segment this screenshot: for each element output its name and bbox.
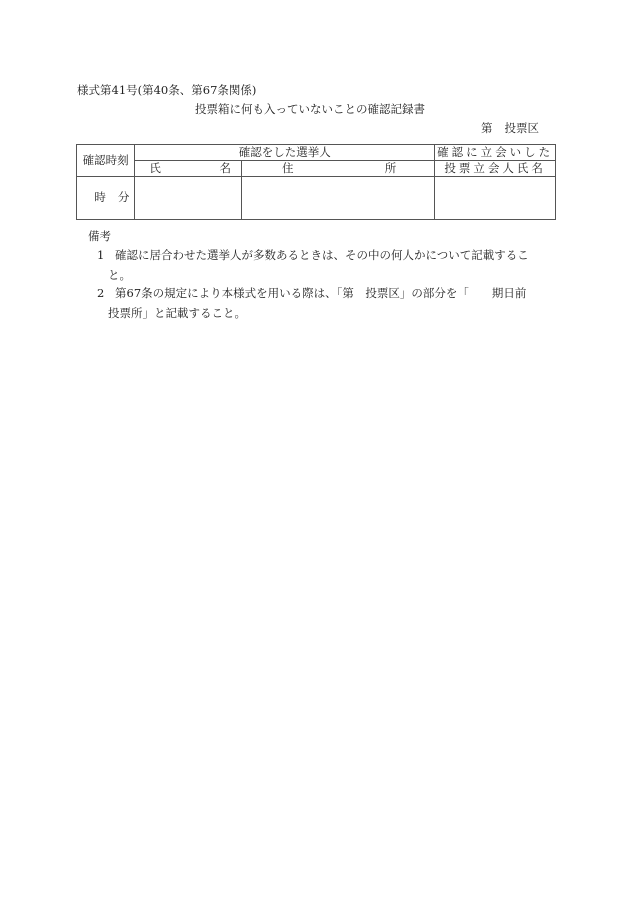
header-confirming-voters: 確認をした選挙人 xyxy=(135,145,435,161)
precinct-prefix: 第 xyxy=(481,121,493,135)
subheader-address: 住 所 xyxy=(242,161,435,177)
document-title: 投票箱に何も入っていないことの確認記録書 xyxy=(195,102,425,116)
header-confirmation-time: 確認時刻 xyxy=(77,145,135,177)
subheader-name: 氏 名 xyxy=(135,161,242,177)
hour-label: 時 xyxy=(94,190,106,205)
remarks-heading: 備考 xyxy=(88,229,111,243)
note-number: 1 xyxy=(97,248,105,262)
voter-name-cell[interactable] xyxy=(135,177,242,220)
form-number: 様式第41号(第40条、第67条関係) xyxy=(77,83,257,97)
header-witness-line1: 確認に立会いした xyxy=(435,145,556,161)
minute-label: 分 xyxy=(117,190,130,205)
note-number: 2 xyxy=(97,286,105,300)
confirmation-record-table xyxy=(76,144,556,220)
table-row xyxy=(77,177,556,220)
note-text: 第67条の規定により本様式を用いる際は、「第 投票区」の部分を「 期日前 xyxy=(115,286,527,300)
remark-note-2 xyxy=(97,283,557,323)
voter-address-cell[interactable] xyxy=(242,177,435,220)
note-text-continued: 投票所」と記載すること。 xyxy=(108,306,246,320)
header-witness-line2: 投票立会人氏名 xyxy=(435,161,556,177)
note-text-continued: と。 xyxy=(108,268,131,282)
time-cell[interactable] xyxy=(77,177,135,220)
precinct-suffix: 投票区 xyxy=(504,121,539,135)
note-text: 確認に居合わせた選挙人が多数あるときは、その中の何人かについて記載するこ xyxy=(115,248,529,262)
witness-name-cell[interactable] xyxy=(435,177,556,220)
remark-note-1 xyxy=(97,245,557,285)
precinct-label xyxy=(481,123,539,135)
